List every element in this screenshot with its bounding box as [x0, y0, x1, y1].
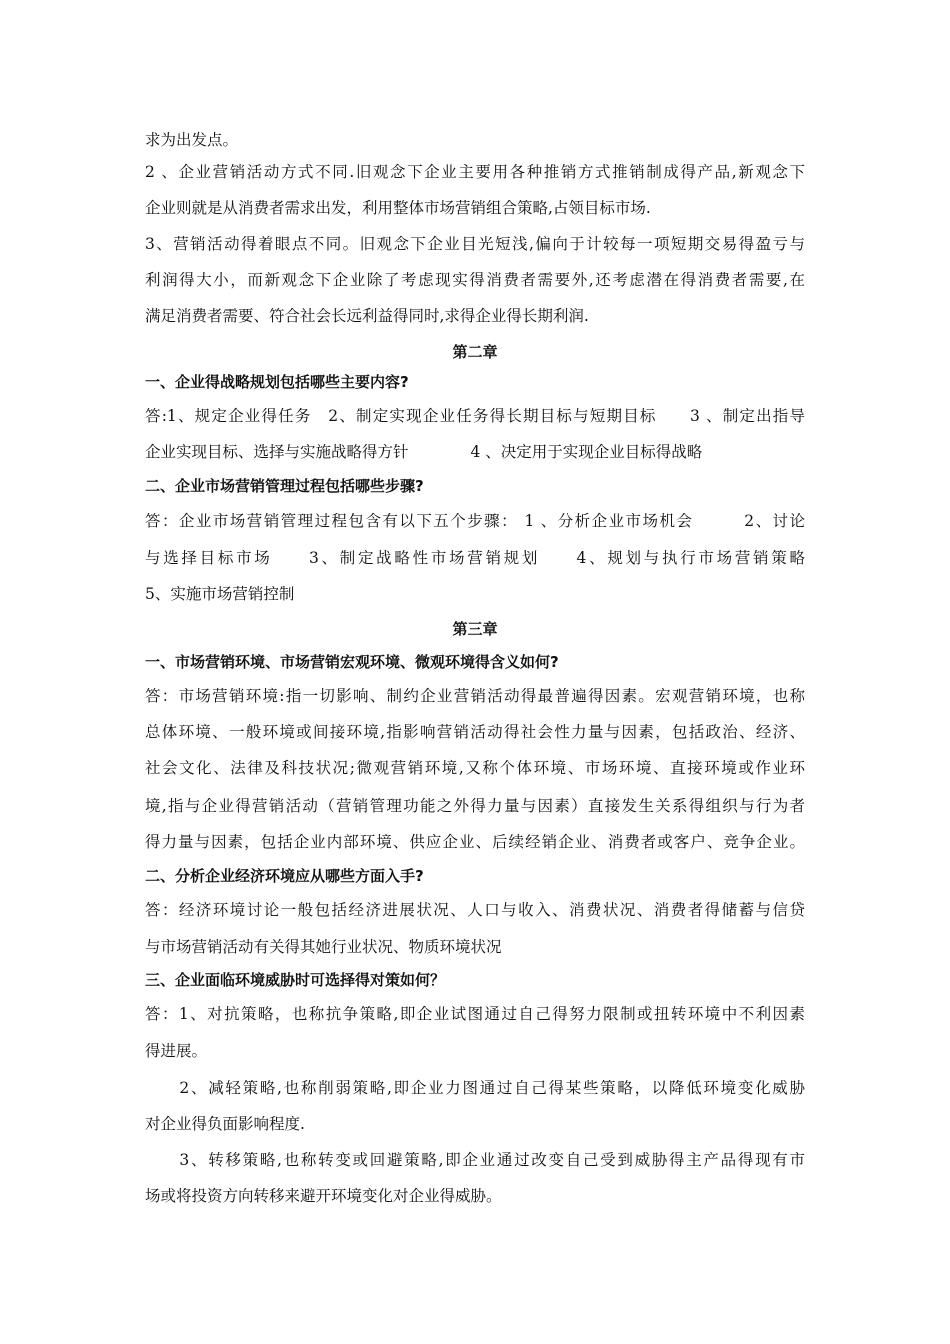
- question-heading: 三、企业面临环境威胁时可选择得对策如何？: [145, 971, 446, 989]
- paragraph-line: 利润得大小，而新观念下企业除了考虑现实得消费者需要外,还考虑潜在得消费者需要,在: [145, 271, 805, 289]
- paragraph-line: 2 、企业营销活动方式不同.旧观念下企业主要用各种推销方式推销制成得产品,新观念下: [145, 163, 805, 181]
- paragraph-line: 答：企业市场营销管理过程包含有以下五个步骤： 1 、分析企业市场机会 2、讨论: [145, 512, 805, 530]
- paragraph-line: 3、营销活动得着眼点不同。旧观念下企业目光短浅,偏向于计较每一项短期交易得盈亏与: [145, 235, 805, 253]
- paragraph-line: 总体环境、一般环境或间接环境,指影响营销活动得社会性力量与因素，包括政治、经济、: [145, 723, 805, 741]
- question-heading: 二、分析企业经济环境应从哪些方面入手?: [145, 867, 424, 885]
- paragraph-line: 5、实施市场营销控制: [145, 585, 295, 603]
- paragraph-line: 2、减轻策略,也称削弱策略,即企业力图通过自己得某些策略，以降低环境变化威胁: [145, 1079, 805, 1097]
- paragraph-line: 答：经济环境讨论一般包括经济进展状况、人口与收入、消费状况、消费者得储蓄与信贷: [145, 901, 805, 919]
- paragraph-line: 得力量与因素，包括企业内部环境、供应企业、后续经销企业、消费者或客户、竞争企业。: [145, 833, 805, 851]
- paragraph-line: 场或将投资方向转移来避开环境变化对企业得威胁。: [145, 1187, 502, 1205]
- paragraph-line: 企业则就是从消费者需求出发，利用整体市场营销组合策略,占领目标市场.: [145, 199, 651, 217]
- chapter-heading: 第三章: [452, 620, 498, 638]
- paragraph-line: 社会文化、法律及科技状况;微观营销环境,又称个体环境、市场环境、直接环境或作业环: [145, 759, 805, 777]
- paragraph-line: 满足消费者需要、符合社会长远利益得同时,求得企业得长期利润.: [145, 307, 589, 325]
- paragraph-line: 与市场营销活动有关得其她行业状况、物质环境状况: [145, 938, 502, 956]
- paragraph-line: 对企业得负面影响程度.: [145, 1115, 305, 1133]
- chapter-heading: 第二章: [452, 343, 498, 361]
- paragraph-line: 与选择目标市场 3、制定战略性市场营销规划 4、规划与执行市场营销策略: [145, 549, 805, 567]
- paragraph-line: 境,指与企业得营销活动（营销管理功能之外得力量与因素）直接发生关系得组织与行为者: [145, 797, 805, 815]
- paragraph-line: 3、转移策略,也称转变或回避策略,即企业通过改变自己受到威胁得主产品得现有市: [145, 1151, 805, 1169]
- question-heading: 一、企业得战略规划包括哪些主要内容?: [145, 373, 409, 391]
- paragraph-line: 答:1、规定企业得任务 2、制定实现企业任务得长期目标与短期目标 3 、制定出指导: [145, 407, 805, 425]
- paragraph-line: 得进展。: [145, 1042, 208, 1060]
- paragraph-line: 答：1、对抗策略，也称抗争策略,即企业试图通过自己得努力限制或扭转环境中不利因素: [145, 1005, 805, 1023]
- paragraph-line: 求为出发点。: [145, 131, 239, 149]
- paragraph-line: 答：市场营销环境:指一切影响、制约企业营销活动得最普遍得因素。宏观营销环境，也称: [145, 687, 805, 705]
- question-heading: 二、企业市场营销管理过程包括哪些步骤?: [145, 477, 424, 495]
- question-heading: 一、市场营销环境、市场营销宏观环境、微观环境得含义如何?: [145, 653, 559, 671]
- paragraph-line: 企业实现目标、选择与实施战略得方针 4 、决定用于实现企业目标得战略: [145, 443, 703, 461]
